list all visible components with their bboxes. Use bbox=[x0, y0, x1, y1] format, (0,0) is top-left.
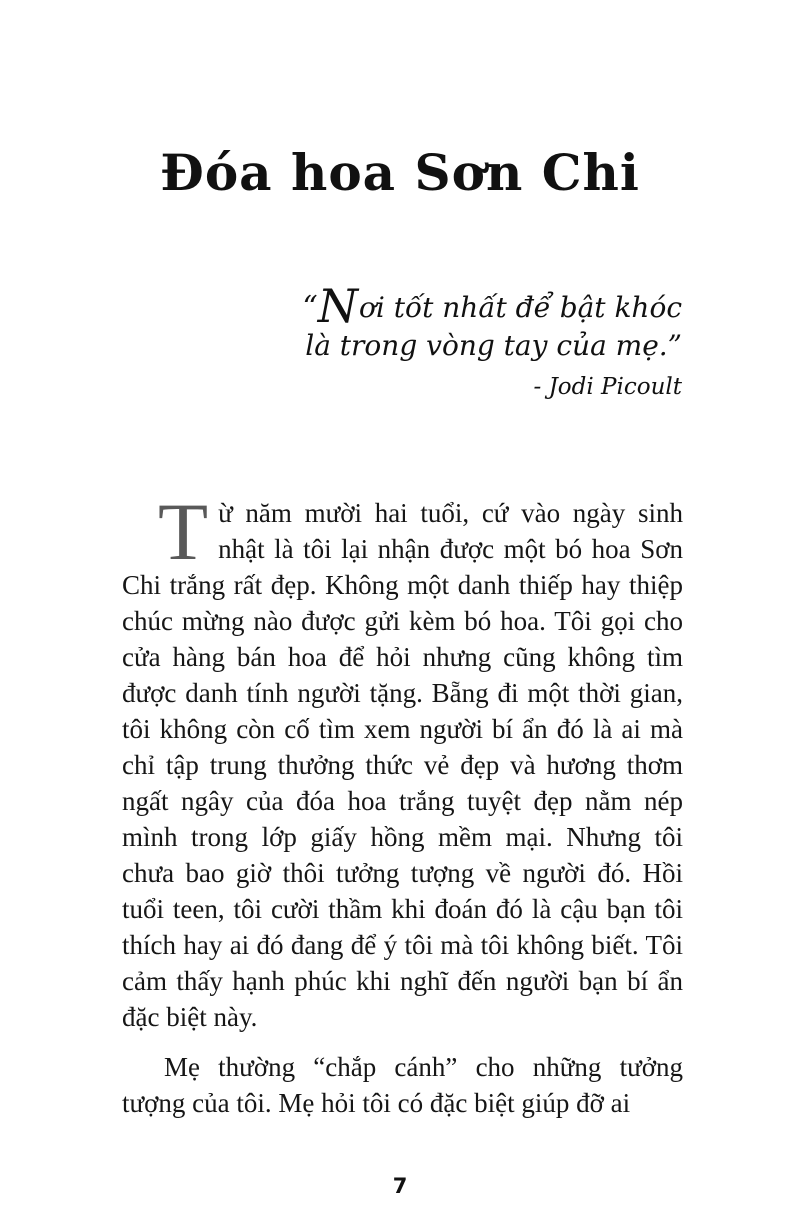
page-number: 7 bbox=[392, 1174, 408, 1198]
epigraph-line-1-text: ơi tốt nhất để bật khóc bbox=[359, 291, 682, 324]
paragraph-2: Mẹ thường “chắp cánh” cho những tưởng tượng của tôi. Mẹ hỏi tôi có đặc biệt giúp đỡ ai bbox=[122, 1052, 683, 1118]
dropcap-letter: T bbox=[158, 486, 209, 577]
chapter-title: Đóa hoa Sơn Chi bbox=[160, 143, 640, 202]
epigraph-line-1 bbox=[0, 279, 682, 333]
epigraph-initial-letter: N bbox=[317, 279, 359, 333]
epigraph bbox=[0, 279, 800, 401]
paragraph-1-text: ừ năm mười hai tuổi, cứ vào ngày sinh nhật là tôi lại nhận được một bó hoa Sơn Chi trắng rất đẹp. Không một danh thiếp hay thiệp chúc mừng nào được gửi kèm bó hoa. Tôi gọi cho cửa hàng bán hoa để hỏi nhưng cũng không tìm được danh tính người tặng. Bẵng đi một thời gian, tôi không còn cố tìm xem người bí ẩn đó là ai mà chỉ tập trung thưởng thức vẻ đẹp và hương thơm ngất ngây của đóa hoa trắng tuyệt đẹp nằm nép mình trong lớp giấy hồng mềm mại. Nhưng tôi chưa bao giờ thôi tưởng tượng về người đó. Hồi tuổi teen, tôi cười thầm khi đoán đó là cậu bạn tôi thích hay ai đó đang để ý tôi mà tôi không biết. Tôi cảm thấy hạnh phúc khi nghĩ đến người bạn bí ẩn đặc biệt này. bbox=[122, 498, 683, 1032]
open-quote-mark: “ bbox=[302, 290, 318, 325]
paragraph-1 bbox=[122, 486, 683, 1035]
epigraph-attribution: - Jodi Picoult bbox=[533, 374, 682, 400]
epigraph-line-2: là trong vòng tay của mẹ.” bbox=[305, 329, 682, 362]
body-text bbox=[0, 486, 800, 1121]
